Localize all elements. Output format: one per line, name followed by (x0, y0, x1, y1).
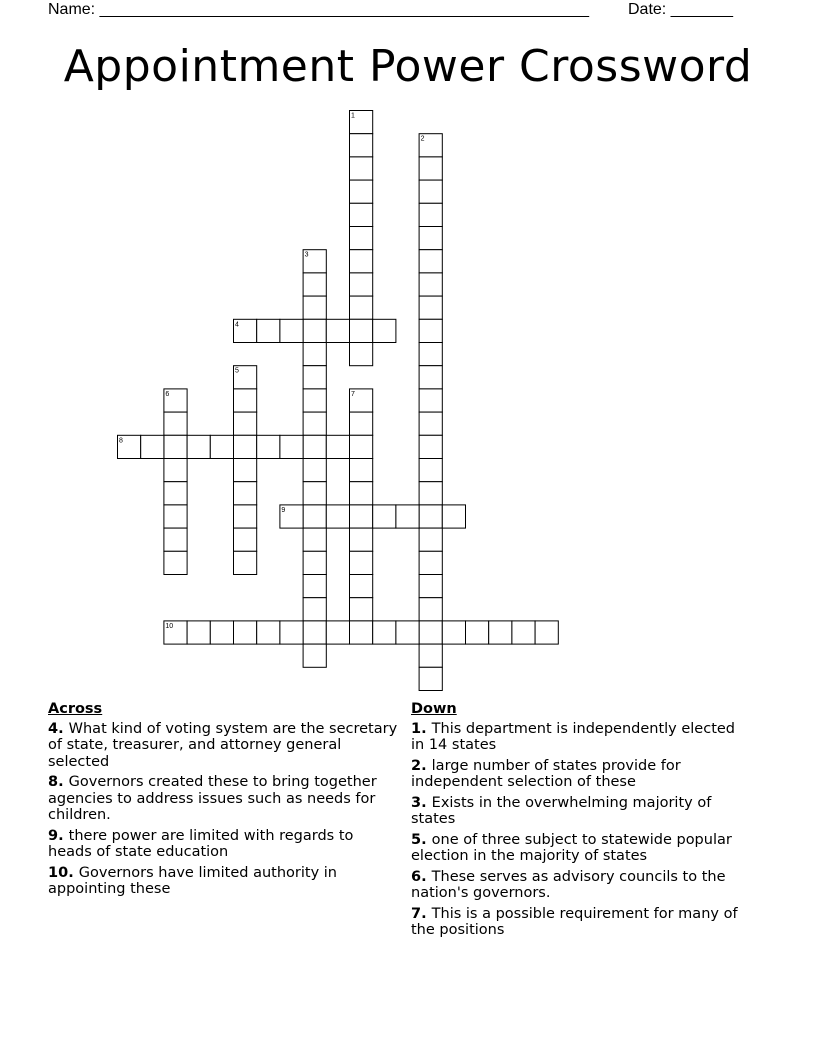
grid-cell[interactable] (141, 435, 164, 458)
grid-cell[interactable] (419, 435, 442, 458)
name-label: Name: (48, 1, 96, 18)
cell-number-8: 8 (119, 437, 123, 445)
clue-number: 5 (411, 831, 422, 848)
clue-number: 4 (48, 720, 59, 737)
grid-cell[interactable] (210, 621, 233, 644)
clue-number-dot: . (421, 794, 432, 811)
down-clue (411, 832, 751, 865)
cell-number-6: 6 (165, 390, 170, 398)
grid-cell[interactable] (303, 575, 326, 598)
grid-cell[interactable] (442, 621, 465, 644)
grid-cell[interactable] (419, 621, 442, 644)
grid-cell[interactable] (350, 296, 373, 319)
clue-number-dot: . (68, 864, 79, 881)
grid-cell[interactable] (350, 180, 373, 203)
grid-cell[interactable] (303, 319, 326, 342)
grid-cell[interactable] (257, 319, 280, 342)
grid-cell[interactable] (535, 621, 558, 644)
across-clue (48, 865, 400, 898)
clue-text: Governors have limited authority in appointing these (48, 864, 337, 897)
date-label: Date: (628, 1, 667, 18)
grid-cell[interactable] (164, 551, 187, 574)
grid-cell[interactable] (303, 459, 326, 482)
cell-number-3: 3 (304, 251, 309, 259)
grid-cell[interactable] (350, 551, 373, 574)
grid-cell[interactable] (234, 505, 257, 528)
clue-number: 8 (48, 774, 59, 790)
grid-cell[interactable] (303, 273, 326, 296)
clue-text: Exists in the overwhelming majority of states (411, 794, 712, 827)
clue-number-dot: . (58, 827, 69, 844)
name-blank: _______________________________________________________ (99, 1, 589, 18)
grid-cell[interactable] (164, 528, 187, 551)
grid-cell[interactable] (280, 435, 303, 458)
grid-cell[interactable] (303, 435, 326, 458)
clue-number-dot: . (58, 720, 69, 737)
grid-cell[interactable] (419, 551, 442, 574)
grid-cell[interactable] (234, 412, 257, 435)
grid-cell[interactable] (164, 482, 187, 505)
grid-cell[interactable] (419, 505, 442, 528)
grid-cell[interactable] (489, 621, 512, 644)
grid-cell[interactable] (373, 621, 396, 644)
grid-cell[interactable] (396, 621, 419, 644)
down-clue (411, 721, 751, 754)
grid-cell[interactable] (164, 459, 187, 482)
across-clues (48, 701, 400, 902)
grid-cell[interactable] (350, 203, 373, 226)
grid-cell[interactable] (373, 505, 396, 528)
grid-cell[interactable] (419, 598, 442, 621)
grid-cell[interactable] (257, 621, 280, 644)
grid-cell[interactable] (303, 644, 326, 667)
grid-cell[interactable] (350, 319, 373, 342)
clue-number-dot: . (421, 905, 432, 922)
grid-cell[interactable] (350, 157, 373, 180)
clue-text: large number of states provide for independent selection of these (411, 757, 681, 790)
clue-number: 3 (411, 794, 422, 811)
grid-cell[interactable] (419, 667, 442, 690)
grid-cell[interactable] (350, 528, 373, 551)
grid-cell[interactable] (419, 343, 442, 366)
down-clue (411, 906, 751, 939)
grid-cell[interactable] (234, 459, 257, 482)
clue-text: Governors created these to bring together agencies to address issues such as needs for children. (48, 774, 377, 823)
grid-cell[interactable] (419, 389, 442, 412)
grid-cell[interactable] (303, 505, 326, 528)
grid-cell[interactable] (164, 435, 187, 458)
grid-cell[interactable] (350, 250, 373, 273)
clue-number: 1 (411, 720, 422, 737)
clue-number-dot: . (421, 868, 432, 885)
clue-text: These serves as advisory councils to the nation's governors. (411, 868, 726, 901)
grid-cell[interactable] (350, 273, 373, 296)
down-clues (411, 701, 751, 943)
grid-cell[interactable] (350, 482, 373, 505)
grid-cell[interactable] (257, 435, 280, 458)
grid-cell[interactable] (419, 528, 442, 551)
cell-number-10: 10 (165, 622, 174, 630)
clue-number-dot: . (421, 720, 432, 737)
grid-cell[interactable] (350, 598, 373, 621)
grid-cell[interactable] (442, 505, 465, 528)
grid-cell[interactable] (419, 180, 442, 203)
cell-number-5: 5 (235, 367, 239, 375)
clue-text: there power are limited with regards to heads of state education (48, 827, 354, 860)
down-clue (411, 869, 751, 902)
clue-number: 9 (48, 827, 59, 844)
grid-cell[interactable] (234, 482, 257, 505)
grid-cell[interactable] (350, 505, 373, 528)
grid-cell[interactable] (303, 551, 326, 574)
grid-cell[interactable] (303, 412, 326, 435)
across-clue (48, 721, 400, 771)
grid-cell[interactable] (303, 366, 326, 389)
grid-cell[interactable] (164, 505, 187, 528)
across-clue (48, 828, 400, 861)
grid-cell[interactable] (419, 459, 442, 482)
grid-cell[interactable] (512, 621, 535, 644)
grid-cell[interactable] (373, 319, 396, 342)
clue-text: What kind of voting system are the secretary of state, treasurer, and attorney general selected (48, 720, 398, 770)
grid-cell[interactable] (303, 296, 326, 319)
grid-cell[interactable] (164, 412, 187, 435)
cell-number-7: 7 (351, 390, 355, 398)
cell-number-2: 2 (420, 135, 425, 143)
grid-cell[interactable] (466, 621, 489, 644)
grid-cell[interactable] (303, 621, 326, 644)
clue-number: 2 (411, 757, 422, 774)
grid-cell[interactable] (419, 273, 442, 296)
grid-cell[interactable] (419, 412, 442, 435)
cell-number-9: 9 (281, 506, 286, 514)
clue-text: This department is independently elected in 14 states (411, 720, 736, 753)
grid-cell[interactable] (326, 505, 349, 528)
clue-number-dot: . (421, 757, 432, 774)
grid-cell[interactable] (234, 389, 257, 412)
grid-cell[interactable] (419, 366, 442, 389)
grid-cell[interactable] (350, 435, 373, 458)
grid-cell[interactable] (419, 203, 442, 226)
grid-cell[interactable] (210, 435, 233, 458)
grid-cell[interactable] (419, 250, 442, 273)
grid-cell[interactable] (187, 435, 210, 458)
grid-cell[interactable] (350, 412, 373, 435)
grid-cell[interactable] (350, 134, 373, 157)
grid-cell[interactable] (303, 598, 326, 621)
grid-cell[interactable] (326, 435, 349, 458)
page-title: Appointment Power Crossword (63, 41, 753, 92)
clue-number-dot: . (58, 774, 69, 790)
down-clue (411, 795, 751, 828)
grid-cell[interactable] (234, 551, 257, 574)
grid-cell[interactable] (419, 296, 442, 319)
clue-number: 6 (411, 868, 422, 885)
grid-cell[interactable] (234, 621, 257, 644)
across-heading: Across (48, 701, 103, 717)
clue-text: one of three subject to statewide popular election in the majority of states (411, 831, 732, 864)
grid-cell[interactable] (280, 319, 303, 342)
grid-cell[interactable] (234, 435, 257, 458)
grid-cell[interactable] (350, 621, 373, 644)
grid-cell[interactable] (187, 621, 210, 644)
grid-cell[interactable] (419, 157, 442, 180)
grid-cell[interactable] (419, 482, 442, 505)
grid-cell[interactable] (326, 621, 349, 644)
clue-number: 7 (411, 905, 422, 922)
grid-cell[interactable] (303, 343, 326, 366)
grid-cell[interactable] (326, 319, 349, 342)
clue-text: This is a possible requirement for many of the positions (411, 905, 738, 938)
grid-cell[interactable] (303, 528, 326, 551)
down-heading: Down (411, 701, 457, 717)
grid-cell[interactable] (350, 343, 373, 366)
grid-cell[interactable] (350, 459, 373, 482)
grid-cell[interactable] (303, 482, 326, 505)
grid-cell[interactable] (419, 575, 442, 598)
date-blank: _______ (670, 1, 733, 18)
grid-cell[interactable] (419, 227, 442, 250)
grid-cell[interactable] (303, 389, 326, 412)
clue-number: 10 (48, 864, 69, 881)
grid-cell[interactable] (419, 319, 442, 342)
across-clue (48, 774, 400, 824)
clue-number-dot: . (421, 831, 432, 848)
grid-cell[interactable] (234, 528, 257, 551)
grid-cell[interactable] (350, 227, 373, 250)
grid-cell[interactable] (419, 644, 442, 667)
down-clue (411, 758, 751, 791)
grid-cell[interactable] (396, 505, 419, 528)
grid-cell[interactable] (350, 575, 373, 598)
cell-number-4: 4 (235, 321, 239, 329)
grid-cell[interactable] (280, 621, 303, 644)
cell-number-1: 1 (351, 112, 355, 120)
